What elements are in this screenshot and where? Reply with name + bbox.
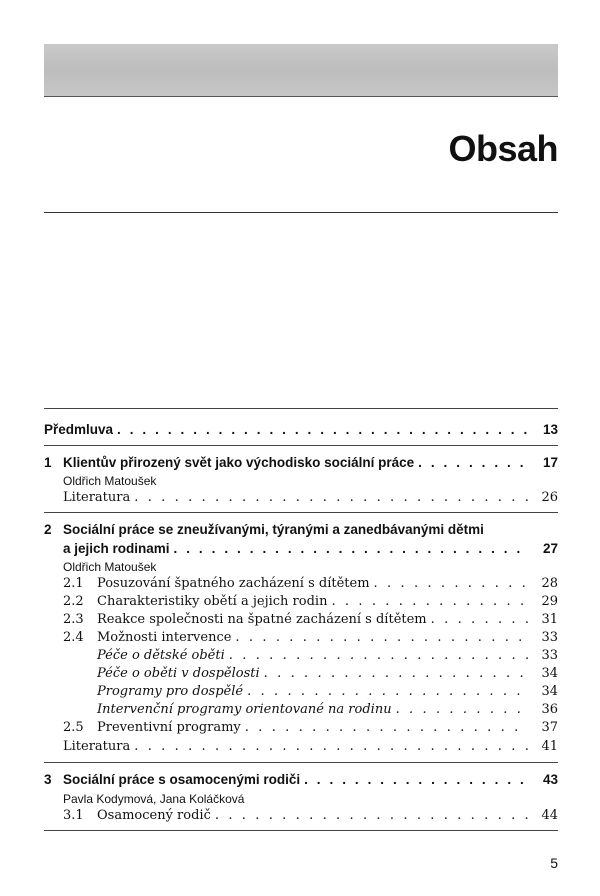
toc-page-number: 29	[541, 594, 558, 609]
chapter-title-line-1: Sociální práce se zneužívanými, týranými a zanedbávanými dětmi	[63, 522, 484, 537]
toc-page-number: 41	[541, 739, 558, 754]
toc-entry-predmluva[interactable]	[0, 420, 600, 440]
toc-section[interactable]	[0, 610, 600, 630]
section-number: 2.1	[63, 576, 84, 591]
section-title: Preventivní programy	[97, 720, 241, 735]
chapter-author: Pavla Kodymová, Jana Koláčková	[63, 792, 245, 806]
toc-page-number: 44	[541, 808, 558, 823]
toc-subsection[interactable]	[0, 646, 600, 666]
toc-divider	[44, 830, 558, 831]
leader-dots	[431, 610, 528, 630]
toc-page-number: 27	[542, 541, 558, 556]
toc-page-number: 43	[542, 772, 558, 787]
section-number: 3.1	[63, 808, 84, 823]
section-title: Posuzování špatného zacházení s dítětem	[97, 576, 370, 591]
section-number: 2.5	[63, 720, 84, 735]
toc-section[interactable]	[0, 628, 600, 648]
toc-chapter-3[interactable]	[0, 770, 600, 790]
section-number: 2.2	[63, 594, 84, 609]
leader-dots	[304, 770, 528, 790]
toc-subsection[interactable]	[0, 664, 600, 684]
toc-entry-label: Literatura	[63, 739, 131, 754]
chapter-author: Oldřich Matoušek	[63, 560, 157, 574]
toc-chapter-1[interactable]	[0, 453, 600, 473]
section-title: Možnosti intervence	[97, 630, 232, 645]
chapter-author: Oldřich Matoušek	[63, 474, 157, 488]
section-title: Charakteristiky obětí a jejich rodin	[97, 594, 328, 609]
toc-subsection[interactable]	[0, 700, 600, 720]
section-title: Osamocený rodič	[97, 808, 211, 823]
subsection-title: Péče o dětské oběti	[97, 648, 225, 663]
leader-dots	[134, 737, 528, 757]
toc-entry-label: Literatura	[63, 490, 131, 505]
page-title: Obsah	[448, 128, 558, 169]
toc-section[interactable]	[0, 806, 600, 826]
toc-page-number: 37	[541, 720, 558, 735]
leader-dots	[235, 628, 528, 648]
toc-page-number: 31	[541, 612, 558, 627]
subsection-title: Intervenční programy orientované na rodinu	[97, 702, 392, 717]
leader-dots	[374, 574, 528, 594]
subsection-title: Programy pro dospělé	[97, 684, 244, 699]
leader-dots	[331, 592, 528, 612]
chapter-number: 1	[44, 455, 52, 470]
toc-page-number: 13	[542, 422, 558, 437]
chapter-number: 2	[44, 522, 52, 537]
toc-divider	[44, 512, 558, 513]
toc-page-number: 36	[541, 702, 558, 717]
section-number: 2.4	[63, 630, 84, 645]
toc-section[interactable]	[0, 592, 600, 612]
leader-dots	[215, 806, 528, 826]
section-number: 2.3	[63, 612, 84, 627]
leader-dots	[418, 453, 528, 473]
chapter-title-line-2: a jejich rodinami	[63, 541, 170, 556]
page-number: 5	[550, 855, 558, 871]
toc-chapter-2-line-2[interactable]	[0, 539, 600, 559]
leader-dots	[245, 718, 528, 738]
chapter-title: Sociální práce s osamocenými rodiči	[63, 772, 301, 787]
toc-divider	[44, 408, 558, 409]
toc-section[interactable]	[0, 718, 600, 738]
section-title: Reakce společnosti na špatné zacházení s dítětem	[97, 612, 427, 627]
chapter-title: Klientův přirozený svět jako východisko sociální práce	[63, 455, 415, 470]
toc-page-number: 33	[541, 648, 558, 663]
toc-page-number: 34	[541, 684, 558, 699]
toc-divider	[44, 762, 558, 763]
leader-dots	[264, 664, 528, 684]
toc-page-number: 34	[541, 666, 558, 681]
toc-divider	[44, 445, 558, 446]
toc-entry-label: Předmluva	[44, 422, 114, 437]
leader-dots	[229, 646, 528, 666]
leader-dots	[396, 700, 528, 720]
leader-dots	[134, 488, 528, 508]
toc-chapter-2[interactable]	[0, 520, 600, 540]
leader-dots	[117, 420, 528, 440]
toc-entry-literatura[interactable]	[0, 737, 600, 757]
subsection-title: Péče o oběti v dospělosti	[97, 666, 260, 681]
toc-page-number: 28	[541, 576, 558, 591]
toc-page-number: 26	[541, 490, 558, 505]
toc-page-number: 33	[541, 630, 558, 645]
leader-dots	[247, 682, 528, 702]
leader-dots	[174, 539, 528, 559]
toc-entry-literatura[interactable]	[0, 488, 600, 508]
toc-section[interactable]	[0, 574, 600, 594]
toc-page-number: 17	[542, 455, 558, 470]
toc-subsection[interactable]	[0, 682, 600, 702]
chapter-number: 3	[44, 772, 52, 787]
